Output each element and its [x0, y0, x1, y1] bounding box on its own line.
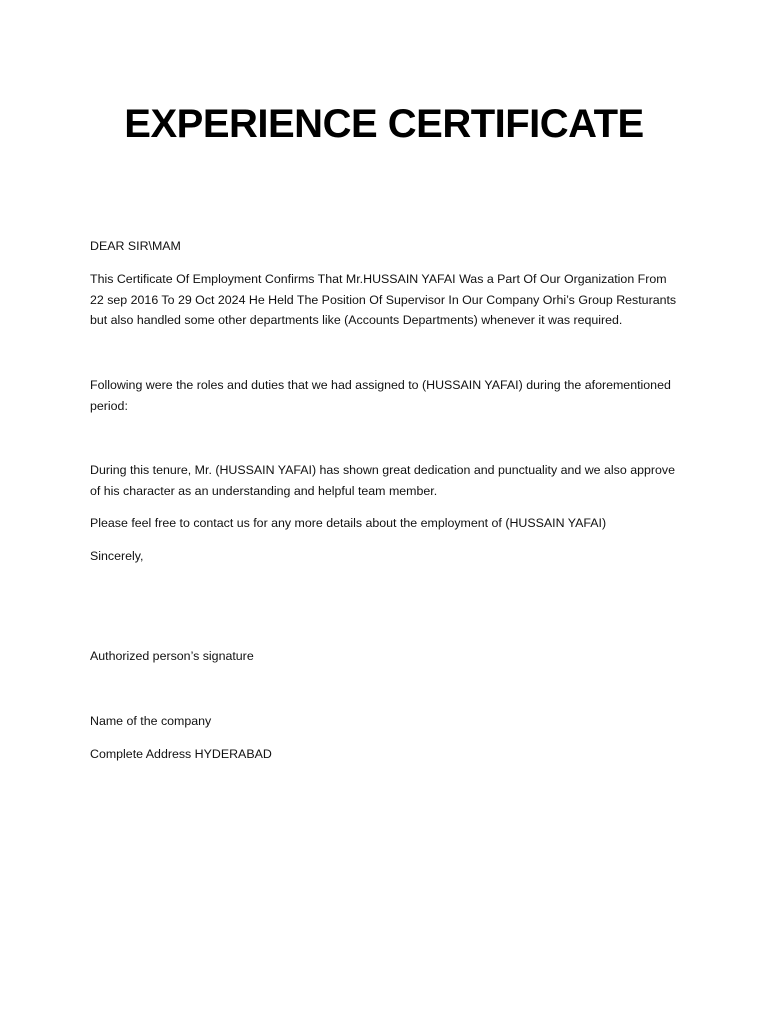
company-address-line: Complete Address HYDERABAD	[90, 747, 272, 761]
page-title: EXPERIENCE CERTIFICATE	[124, 102, 644, 146]
contact-paragraph: Please feel free to contact us for any more details about the employment of (HUSSAIN YAFAI)	[90, 516, 607, 530]
company-name-line: Name of the company	[90, 714, 212, 728]
roles-paragraph: Following were the roles and duties that we had assigned to (HUSSAIN YAFAI) during the aforementioned period:	[90, 378, 671, 413]
salutation: DEAR SIR\MAM	[90, 239, 181, 253]
tenure-paragraph: During this tenure, Mr. (HUSSAIN YAFAI) has shown great dedication and punctuality and we also approve of his character as an understanding and helpful team member.	[90, 463, 675, 498]
intro-paragraph: This Certificate Of Employment Confirms That Mr.HUSSAIN YAFAI Was a Part Of Our Organization From 22 sep 2016 To 29 Oct 2024 He Held The Position Of Supervisor In Our Company Orhi’s Group Resturants but also handled some other departments like (Accounts Departments) whenever it was required.	[90, 272, 677, 327]
signature-line: Authorized person’s signature	[90, 649, 254, 663]
closing: Sincerely,	[90, 549, 144, 563]
